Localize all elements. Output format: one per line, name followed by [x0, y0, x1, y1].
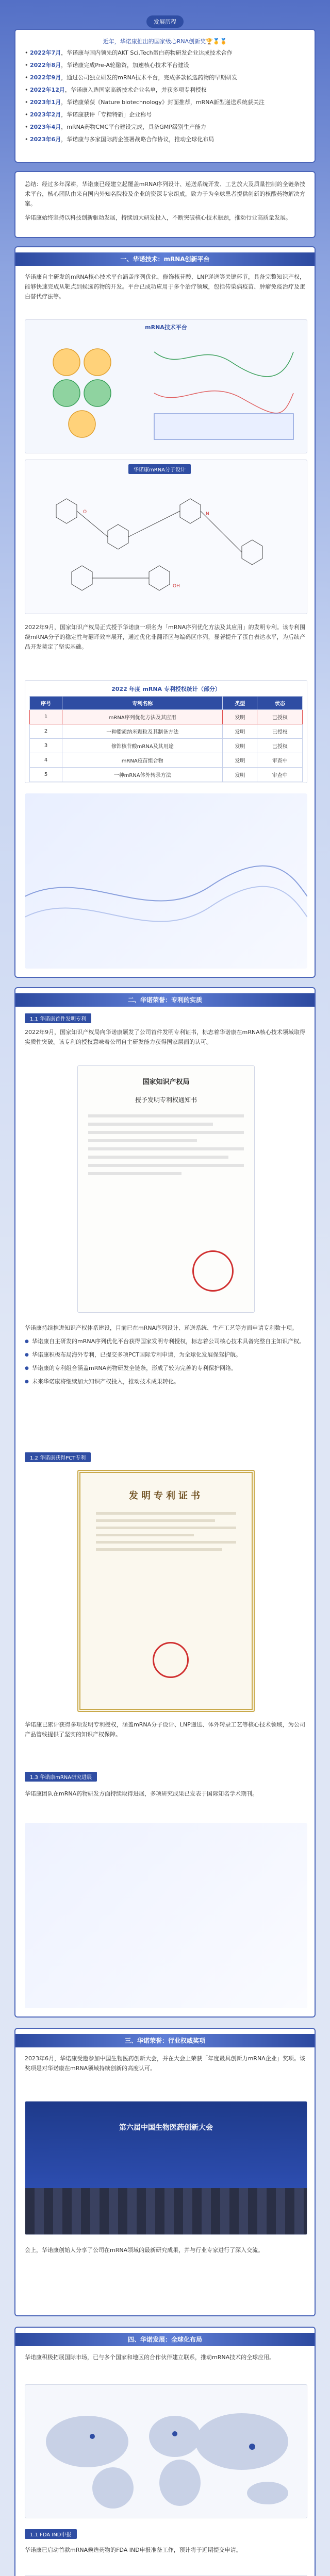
- molecule-diagram: [25, 474, 308, 608]
- section3-para2: 会上，华诺康创始人分享了公司在mRNA领域的最新研究成果，并与行业专家进行了深入交流。: [25, 2247, 264, 2253]
- section2-para: 2022年9月，国家知识产权局向华诺康颁发了公司首件发明专利证书，标志着华诺康在mRNA核心技术领域取得实质性突破。该专利的授权意味着公司自主研发能力获得国家层面的认可。: [25, 1029, 305, 1045]
- table-row: [30, 739, 303, 753]
- molecule-figure: [25, 460, 307, 614]
- timeline-year: 2023年2月: [30, 111, 61, 118]
- table-cell: 一种mRNA体外转录方法: [62, 768, 223, 782]
- table-cell: 发明: [223, 768, 257, 782]
- world-map: [25, 2384, 307, 2518]
- section3-card: [14, 2028, 316, 2316]
- bullet-item: ● 华诺康的专利组合涵盖mRNA药物研发全链条，形成了较为完善的专利保护网络。: [25, 1364, 305, 1373]
- cert-seal-icon: [153, 1642, 189, 1678]
- intro-text: 近年，华诺康推出的国家级心RNA创新奖🏆🥇🏅: [103, 38, 227, 45]
- table-cell: 审查中: [257, 753, 303, 768]
- bullet-item: ● 华诺康自主研发的mRNA序列优化平台获得国家发明专利授权，标志着公司核心技术具备完整自主知识产权。: [25, 1337, 305, 1346]
- table-cell: 已授权: [257, 724, 303, 739]
- wave-decoration: [25, 793, 307, 969]
- table-cell: mRNA疫苗组合物: [62, 753, 223, 768]
- section1-card: [14, 246, 316, 978]
- section4-card: [14, 2327, 316, 2576]
- svg-text:OH: OH: [173, 584, 180, 589]
- table-cell: 发明: [223, 753, 257, 768]
- molecule-figure-title: 华诺康mRNA分子设计: [128, 464, 191, 474]
- summary-card: [14, 171, 316, 238]
- table-cell: 3: [30, 739, 62, 753]
- timeline-item: • 2023年1月，华诺康荣获《Nature biotechnology》封面推荐，mRNA新型递送系统获关注: [25, 99, 265, 106]
- section1-title: 一、华诺技术：mRNA创新平台: [15, 252, 315, 266]
- svg-text:N: N: [206, 512, 209, 517]
- table-cell: 修饰核苷酸mRNA及其用途: [62, 739, 223, 753]
- bullet-item: ● 未来华诺康将继续加大知识产权投入，推动技术成果转化。: [25, 1377, 305, 1386]
- timeline-item: • 2022年7月，华诺康与国内领先的AKT Sci.Tech蛋白药物研发企业达成技术合作: [25, 49, 233, 56]
- section2-card: [14, 987, 316, 2018]
- timeline-text: 华诺康完成Pre-A轮融资，加速核心技术平台建设: [67, 62, 190, 69]
- conference-photo: [25, 2101, 307, 2235]
- certificate-title: 发明专利证书: [129, 1490, 203, 1501]
- timeline-text: 华诺康入选国家高新技术企业名单，并获多项专利授权: [70, 87, 207, 93]
- patent-notice-doc: [77, 1065, 255, 1313]
- table-cell: 已授权: [257, 739, 303, 753]
- table-row: [30, 768, 303, 782]
- timeline-item: • 2023年6月，华诺康与多家国际药企签署战略合作协议，推动全球化布局: [25, 136, 214, 143]
- timeline-text: 通过公司独立研发的mRNA技术平台，完成多款候选药物的早期研发: [67, 74, 238, 81]
- timeline-item: • 2022年8月，华诺康完成Pre-A轮融资，加速核心技术平台建设: [25, 62, 190, 69]
- patent-table-grid: [29, 696, 303, 782]
- table-header: 类型: [223, 697, 257, 710]
- patent-table-title: 2022 年度 mRNA 专利授权统计（部分）: [111, 686, 221, 692]
- timeline-text: 华诺康与国内领先的AKT Sci.Tech蛋白药物研发企业达成技术合作: [67, 49, 233, 56]
- summary-text: 总结：经过多年深耕，华诺康已经建立起覆盖mRNA序列设计、递送系统开发、工艺放大及质量控制的全链条技术平台，核心团队由来自国内外知名院校及企业的资深专家组成，致力于为全球患者提供创新的核酸药物解决方案。: [25, 181, 305, 207]
- platform-diagram: [25, 331, 308, 450]
- section2-sub3: 1.3 华诺康mRNA研究进展: [25, 1772, 97, 1782]
- table-cell: 发明: [223, 710, 257, 724]
- timeline-year: 2022年7月: [30, 49, 61, 56]
- section3-title: 三、华诺荣誉：行业权威奖项: [15, 2034, 315, 2047]
- summary-text-2: 华诺康始终坚持以科技创新驱动发展，持续加大研发投入，不断突破核心技术瓶颈，推动行业高质量发展。: [25, 214, 291, 221]
- timeline-text: mRNA药物CMC平台建设完成，具备GMP级别生产能力: [67, 124, 206, 130]
- section1-para: 华诺康自主研发的mRNA核心技术平台涵盖序列优化、修饰核苷酸、LNP递送等关键环节，具备完整知识产权，能够快速完成从靶点到候选药物的开发。平台已成功应用于多个治疗领域，包括传染病疫苗、肿瘤免疫治疗及蛋白替代疗法等。: [25, 274, 305, 300]
- timeline-item: • 2022年12月，华诺康入选国家高新技术企业名单，并获多项专利授权: [25, 87, 207, 93]
- table-header: 专利名称: [62, 697, 223, 710]
- timeline-list: [25, 48, 305, 144]
- section4-sub1: 1.1 FDA IND申报: [25, 2529, 77, 2539]
- timeline-year: 2022年12月: [30, 87, 65, 93]
- platform-figure-title: mRNA技术平台: [145, 324, 187, 331]
- table-cell: 发明: [223, 724, 257, 739]
- section2-sub1: 1.1 华诺康首件发明专利: [25, 1013, 91, 1023]
- table-cell: 审查中: [257, 768, 303, 782]
- section2-bullets: [25, 1337, 305, 1386]
- timeline-year: 2023年4月: [30, 124, 61, 130]
- section4-para2: 华诺康已启动首款mRNA候选药物的FDA IND申报准备工作，预计将于近期提交申请。: [25, 2547, 242, 2553]
- table-cell: 已授权: [257, 710, 303, 724]
- table-cell: 1: [30, 710, 62, 724]
- section2-para3: 华诺康已累计获得多项发明专利授权，涵盖mRNA分子设计、LNP递送、体外转录工艺等核心技术领域，为公司产品管线提供了坚实的知识产权保障。: [25, 1721, 305, 1738]
- table-cell: 一种脂质纳米颗粒及其制备方法: [62, 724, 223, 739]
- table-row: [30, 724, 303, 739]
- timeline-year: 2022年8月: [30, 62, 61, 69]
- timeline-item: • 2022年9月，通过公司独立研发的mRNA技术平台，完成多款候选药物的早期研发: [25, 74, 238, 81]
- table-cell: 4: [30, 753, 62, 768]
- section2-para4: 华诺康团队在mRNA药物研发方面持续取得进展，多项研究成果已发表于国际知名学术期刊。: [25, 1790, 258, 1797]
- section2-decoration: [25, 1823, 307, 2008]
- red-seal-icon: [192, 1250, 234, 1292]
- timeline-year: 2023年6月: [30, 136, 61, 143]
- platform-figure: [25, 319, 307, 453]
- table-cell: 5: [30, 768, 62, 782]
- timeline-card: [14, 29, 316, 163]
- conference-banner-text: 第六届中国生物医药创新大会: [119, 2124, 213, 2132]
- timeline-year: 2022年9月: [30, 74, 61, 81]
- table-cell: 发明: [223, 739, 257, 753]
- timeline-text: 华诺康获评「专精特新」企业称号: [67, 111, 152, 118]
- section2-para2: 华诺康持续推进知识产权体系建设，目前已在mRNA序列设计、递送系统、生产工艺等方面申请专利数十项。: [25, 1325, 298, 1331]
- patent-doc-title: 国家知识产权局: [142, 1078, 190, 1086]
- table-header: 序号: [30, 697, 62, 710]
- table-row: [30, 710, 303, 724]
- bullet-item: ● 华诺康积极布局海外专利，已提交多项PCT国际专利申请，为全球化发展保驾护航。: [25, 1350, 305, 1360]
- section4-title: 四、华诺发展：全球化布局: [15, 2333, 315, 2346]
- patent-certificate: [77, 1470, 255, 1712]
- timeline-text: 华诺康荣获《Nature biotechnology》封面推荐，mRNA新型递送系统获关注: [67, 99, 265, 106]
- timeline-item: • 2023年2月，华诺康获评「专精特新」企业称号: [25, 111, 152, 118]
- section1-decoration: [25, 793, 307, 969]
- patent-table: [25, 680, 307, 783]
- world-map-graphic: [25, 2385, 308, 2519]
- table-cell: 2: [30, 724, 62, 739]
- section3-para: 2023年6月，华诺康受邀参加中国生物医药创新大会，并在大会上荣获「年度最具创新力mRNA企业」奖项。该奖项是对华诺康在mRNA领域持续创新的高度认可。: [25, 2055, 305, 2072]
- table-header: 状态: [257, 697, 303, 710]
- timeline-text: 华诺康与多家国际药企签署战略合作协议，推动全球化布局: [67, 136, 214, 143]
- timeline-year: 2023年1月: [30, 99, 61, 106]
- svg-text:O: O: [83, 510, 87, 515]
- section2-sub2: 1.2 华诺康获得PCT专利: [25, 1452, 91, 1462]
- timeline-item: • 2023年4月，mRNA药物CMC平台建设完成，具备GMP级别生产能力: [25, 124, 206, 130]
- patent-doc-notice: 授予发明专利权通知书: [135, 1096, 197, 1104]
- table-row: [30, 753, 303, 768]
- section4-para: 华诺康积极拓展国际市场，已与多个国家和地区的合作伙伴建立联系，推动mRNA技术的全球应用。: [25, 2354, 275, 2361]
- table-cell: mRNA序列优化方法及其应用: [62, 710, 223, 724]
- section2-title: 二、华诺荣誉：专利的实质: [15, 993, 315, 1007]
- header-badge: 发展历程: [146, 15, 184, 28]
- section1-para2: 2022年9月，国家知识产权局正式授予华诺康一项名为「mRNA序列优化方法及其应用」的发明专利。该专利围绕mRNA分子的稳定性与翻译效率展开，通过优化非翻译区与编码区序列，显著提升了蛋白表达水平，为后续产品开发奠定了坚实基础。: [25, 624, 305, 650]
